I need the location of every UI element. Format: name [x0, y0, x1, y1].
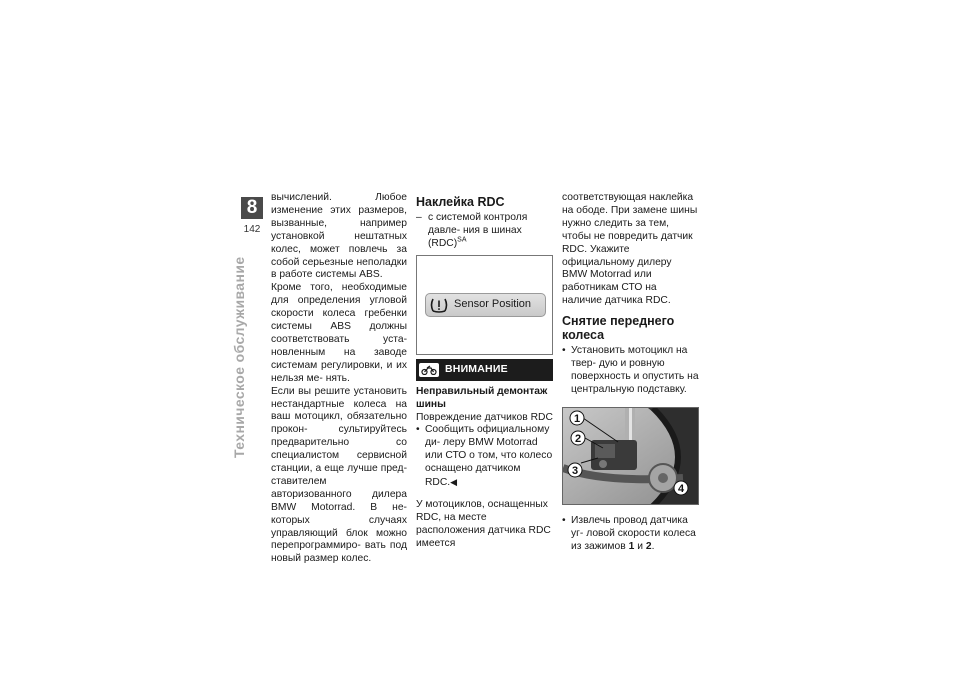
- rdc-option-item: [416, 212, 553, 251]
- sensor-position-text: Sensor Position: [454, 298, 532, 311]
- chapter-number-tab: 8: [241, 197, 263, 219]
- photo-label-2: 2: [574, 432, 582, 445]
- paragraph-dimensions: вычислений. Любое изменение этих размеров, вызванные, например установкой нештатных колес, может повлечь за собой серьезные неполадки в работе системы ABS.: [271, 192, 407, 281]
- warning-text: Повреждение датчиков RDC: [416, 411, 553, 423]
- page-number: 142: [243, 224, 261, 235]
- end-mark-icon: ◀: [450, 477, 458, 488]
- step-stand-motorcycle: • Установить мотоцикл на твер- дую и ровную поверхность и опустить на центральную подставку.: [562, 345, 699, 397]
- photo-label-4: 4: [677, 482, 685, 495]
- ref-number-2: 2: [645, 540, 652, 552]
- step-remove-sensor-cable-text: Извлечь провод датчика уг- ловой скорости колеса из зажимов: [571, 514, 696, 552]
- step-remove-sensor-cable: [562, 515, 699, 554]
- conjunction-and: и: [637, 540, 643, 552]
- warning-bullet-text: Сообщить официальному ди- леру BMW Motorrad или СТО о том, что колесо оснащено датчиком RDC.: [425, 424, 553, 489]
- tire-warning-icon: [430, 297, 448, 313]
- option-superscript: SA: [457, 236, 467, 244]
- warning-title: Неправильный демонтаж шины: [416, 385, 548, 410]
- sensor-position-figure: [416, 255, 553, 355]
- paragraph-rdc-sticker: У мотоциклов, оснащенных RDC, на месте расположения датчика RDC имеется: [416, 498, 551, 549]
- front-wheel-illustration: [563, 408, 699, 505]
- warning-label: ВНИМАНИЕ: [445, 363, 508, 376]
- paragraph-abs-rings: Кроме того, необходимые для определения угловой скорости колеса гребенки системы ABS должны соответствовать уста- новленным на заводе системам регулировки, и их нельзя ме- нять.: [271, 282, 407, 384]
- warning-bullet: [416, 424, 553, 490]
- chapter-title-vertical: Техническое обслуживание: [231, 256, 247, 458]
- sentence-end: .: [651, 540, 655, 552]
- rdc-option-text: с системой контроля давле- ния в шинах (RDC): [428, 212, 528, 249]
- column-3: [562, 192, 699, 554]
- sensor-position-sticker: [425, 293, 546, 317]
- ref-number-1: 1: [628, 540, 635, 552]
- photo-label-1: 1: [573, 412, 581, 425]
- heading-front-wheel-removal: Снятие переднего колеса: [562, 314, 675, 343]
- motorcycle-warning-icon: [419, 363, 439, 377]
- column-2: [416, 192, 553, 551]
- column-1: [271, 192, 407, 566]
- heading-rdc-sticker: Наклейка RDC: [416, 195, 505, 209]
- photo-label-3: 3: [571, 464, 579, 477]
- front-wheel-photo: [562, 407, 699, 505]
- warning-banner: [416, 359, 553, 381]
- paragraph-non-standard-wheels: Если вы решите установить нестандартные колеса на ваш мотоцикл, обязательно прокон- сультируйтесь предварительно со специалистом сервисной станции, а еще лучше пред- ставителем авторизованного дилера BMW Motorrad. В не- которых случаях управляющий блок можно перепрограммиро- вать под новый размер колес.: [271, 385, 407, 565]
- paragraph-rdc-sensor: соответствующая наклейка на ободе. При замене шины нужно следить за тем, чтобы не повредить датчик RDC. Укажите официальному дилеру BMW Motorrad или работникам СТО на наличие датчика RDC.: [562, 192, 698, 307]
